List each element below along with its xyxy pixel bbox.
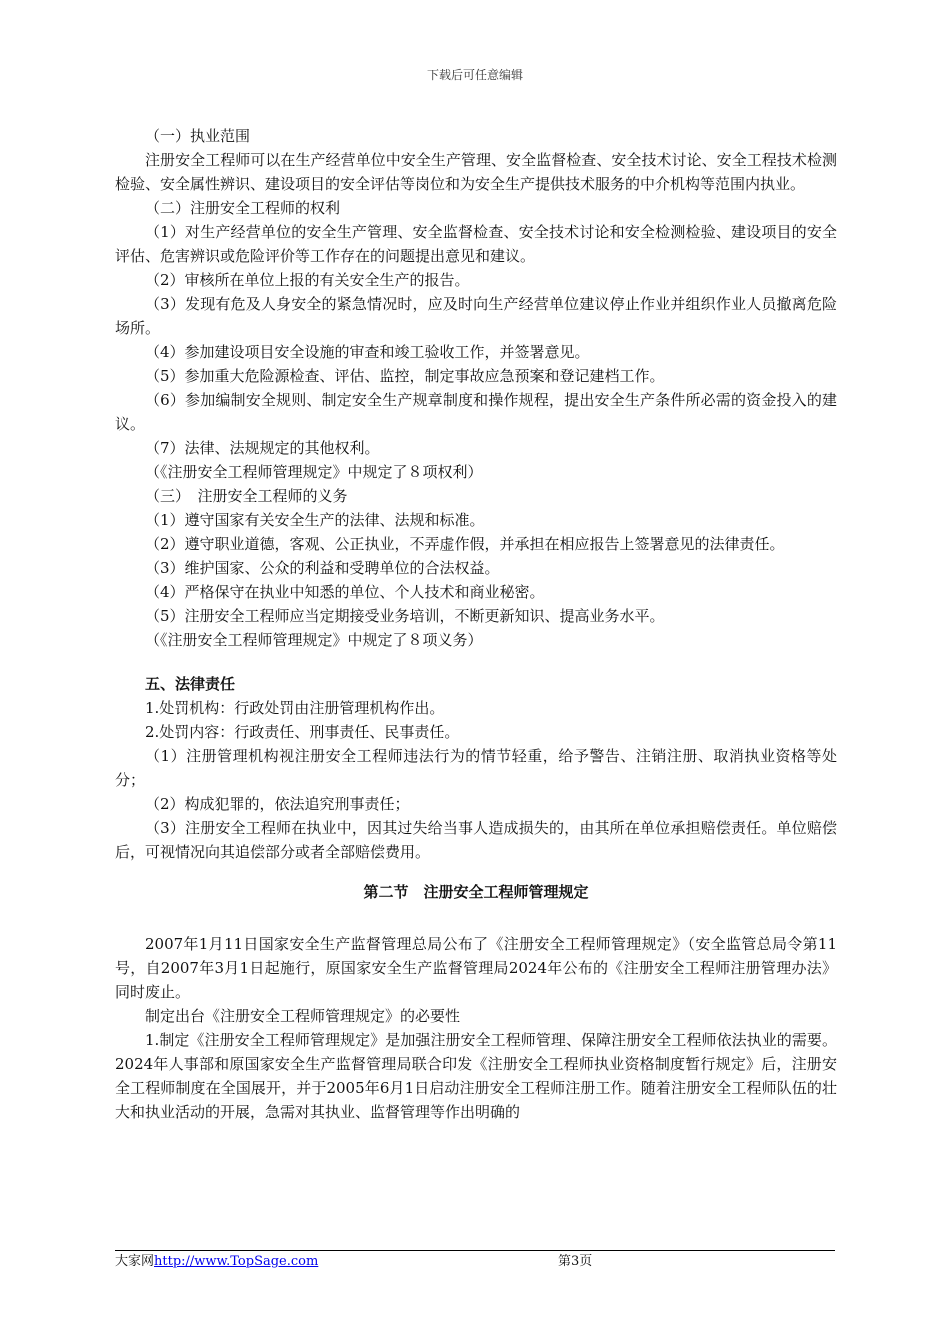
rights-note: （《注册安全工程师管理规定》中规定了８项权利） [145,463,483,481]
section-heading: 五、法律责任 [145,675,236,693]
rights-heading: （二）注册安全工程师的权利 [145,199,341,217]
rights-item: （3）发现有危及人身安全的紧急情况时，应及时向生产经营单位建议停止作业并组织作业人员撤离危险场所。 [115,295,837,337]
duties-heading: （三） 注册安全工程师的义务 [145,487,348,505]
liability-item: （2）构成犯罪的，依法追究刑事责任； [145,795,410,813]
rights-item: （5）参加重大危险源检查、评估、监控，制定事故应急预案和登记建档工作。 [145,367,665,385]
duties-item: （2）遵守职业道德，客观、公正执业，不弄虚作假，并承担在相应报告上签署意见的法律责任。 [145,535,785,553]
liability-item: （3）注册安全工程师在执业中，因其过失给当事人造成损失的，由其所在单位承担赔偿责任。单位赔偿后，可视情况向其追偿部分或者全部赔偿费用。 [115,819,837,861]
scope-heading: （一）执业范围 [145,127,251,145]
scope-paragraph: 注册安全工程师可以在生产经营单位中安全生产管理、安全监督检查、安全技术讨论、安全工程技术检测检验、安全属性辨识、建设项目的安全评估等岗位和为安全生产提供技术服务的中介机构等范围内执业。 [115,151,837,193]
footer-site-link[interactable]: http://www.TopSage.com [154,1254,319,1269]
liability-item: 2.处罚内容：行政责任、刑事责任、民事责任。 [145,723,460,741]
rights-item: （4）参加建设项目安全设施的审查和竣工验收工作，并签署意见。 [145,343,590,361]
liability-item: （1）注册管理机构视注册安全工程师违法行为的情节轻重，给予警告、注销注册、取消执业资格等处分； [115,747,837,789]
page-header: 下载后可任意编辑 [426,68,523,82]
rights-item: （6）参加编制安全规则、制定安全生产规章制度和操作规程，提出安全生产条件所必需的资金投入的建议。 [115,391,837,433]
duties-item: （1）遵守国家有关安全生产的法律、法规和标准。 [145,511,485,529]
duties-item: （3）维护国家、公众的利益和受聘单位的合法权益。 [145,559,500,577]
rights-item: （7）法律、法规规定的其他权利。 [145,439,380,457]
rights-item: （2）审核所在单位上报的有关安全生产的报告。 [145,271,470,289]
chapter-paragraph: 1.制定《注册安全工程师管理规定》是加强注册安全工程师管理、保障注册安全工程师依法执业的需要。2024年人事部和原国家安全生产监督管理局联合印发《注册安全工程师执业资格制度暂行规定》后，注册安全工程师制度在全国展开，并于2005年6月1日启动注册安全工程师注册工作。随着注册安全工程师队伍的壮大和执业活动的开展，急需对其执业、监督管理等作出明确的 [115,1031,837,1121]
footer-site-prefix: 大家网 [115,1254,155,1269]
chapter-paragraph: 制定出台《注册安全工程师管理规定》的必要性 [145,1007,461,1025]
rights-item: （1）对生产经营单位的安全生产管理、安全监督检查、安全技术讨论和安全检测检验、建设项目的安全评估、危害辨识或危险评价等工作存在的问题提出意见和建议。 [115,223,837,265]
duties-item: （4）严格保守在执业中知悉的单位、个人技术和商业秘密。 [145,583,545,601]
document-body [115,124,837,1124]
duties-note: （《注册安全工程师管理规定》中规定了８项义务） [145,631,483,649]
duties-item: （5）注册安全工程师应当定期接受业务培训，不断更新知识、提高业务水平。 [145,607,665,625]
liability-item: 1.处罚机构：行政处罚由注册管理机构作出。 [145,699,445,717]
page-number: 第3页 [558,1254,593,1269]
footer-site [115,1250,318,1269]
chapter-paragraph: 2007年1月11日国家安全生产监督管理总局公布了《注册安全工程师管理规定》（安全监管总局令第11号，自2007年3月1日起施行，原国家安全生产监督管理局2024年公布的《注册安全工程师注册管理办法》同时废止。 [115,935,837,1001]
chapter-title: 第二节 注册安全工程师管理规定 [363,883,589,901]
